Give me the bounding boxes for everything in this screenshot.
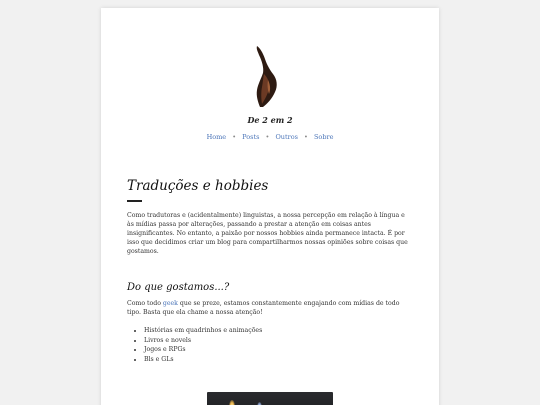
nav-posts[interactable]: Posts: [242, 133, 260, 141]
nav-separator: •: [304, 133, 308, 141]
nav-separator: •: [265, 133, 270, 141]
section-paragraph: [127, 299, 412, 317]
nav-home[interactable]: Home: [206, 133, 227, 141]
site-logo[interactable]: [251, 44, 281, 108]
page-title: Traduções e hobbies: [127, 178, 269, 194]
list-item: • Jogos e RPGs: [144, 345, 412, 355]
title-divider: [127, 200, 142, 202]
main-content: [127, 178, 412, 364]
flame-shape: [229, 400, 235, 405]
candles-image: [207, 392, 333, 405]
site-title[interactable]: De 2 em 2: [247, 115, 293, 125]
nav-sobre[interactable]: Sobre: [313, 133, 334, 141]
list-item: • Histórias em quadrinhos e animações: [144, 326, 412, 336]
section-text-after: que se preze, estamos constantemente engajando com mídias de todo tipo. Basta que ela chame a nossa atenção!: [127, 299, 400, 316]
nav-outros[interactable]: Outros: [275, 133, 298, 141]
nav-separator: •: [232, 133, 237, 141]
list-item: • Bls e GLs: [144, 355, 412, 365]
page-card: [101, 8, 439, 405]
list-item: • Livros e novels: [144, 336, 412, 346]
intro-paragraph: Como tradutoras e (acidentalmente) linguistas, a nossa percepção em relação à língua e às mídias passa por alterações, passando a prestar a atenção em coisas antes insignificantes. No entanto, a paixão por nossos hobbies ainda permanece intacta. É por isso que decidimos criar um blog para compartilharmos nossas opiniões sobre coisas que gostamos.: [127, 211, 408, 256]
section-title: Do que gostamos...?: [127, 281, 230, 293]
main-nav: [101, 133, 439, 141]
section-text-before: Como todo: [127, 299, 163, 307]
hobbies-list: [127, 326, 412, 364]
geek-link[interactable]: geek: [162, 299, 178, 307]
